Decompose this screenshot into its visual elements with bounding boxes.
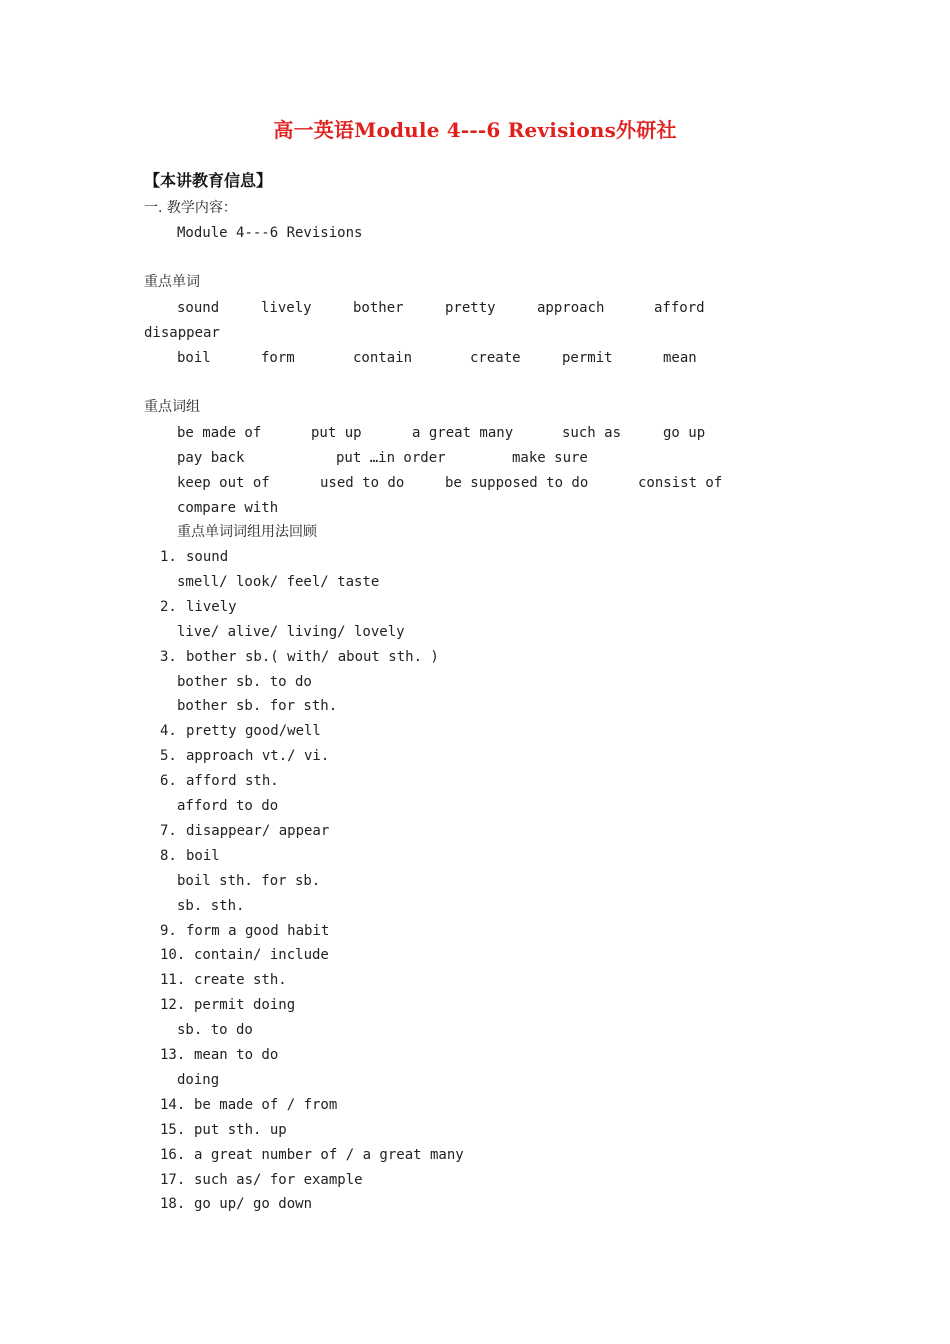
word-item: contain: [353, 350, 413, 366]
review-item-subline: bother sb. for sth.: [177, 698, 338, 715]
review-item-number: 11.: [160, 972, 186, 989]
review-item-text: create sth.: [194, 972, 287, 989]
review-item-text: permit doing: [194, 997, 296, 1014]
review-item-text: afford sth.: [186, 773, 279, 790]
review-item-text: sound: [186, 549, 229, 565]
review-item-number: 9.: [160, 922, 177, 939]
review-item-number: 1.: [160, 549, 177, 565]
phrase-item: put …in order: [336, 450, 446, 466]
word-item-wrapped: disappear: [144, 325, 220, 341]
review-item-number: 18.: [160, 1196, 186, 1213]
key-words-heading: 重点单词: [144, 274, 200, 290]
review-item-text: boil: [186, 847, 220, 864]
review-item-text: form a good habit: [186, 922, 330, 939]
phrase-item: consist of: [638, 475, 723, 491]
review-item-number: 5.: [160, 748, 177, 765]
teaching-topic: Module 4---6 Revisions: [177, 225, 363, 241]
review-item-subline: sb. to do: [177, 1022, 253, 1039]
review-item-number: 7.: [160, 822, 177, 839]
review-item-text: disappear/ appear: [186, 822, 330, 839]
word-item: approach: [537, 300, 605, 316]
review-item-number: 10.: [160, 947, 186, 964]
review-item-text: contain/ include: [194, 947, 329, 964]
review-item-text: be made of / from: [194, 1096, 338, 1113]
phrase-item: a great many: [412, 425, 514, 441]
review-item-subline: live/ alive/ living/ lovely: [177, 623, 405, 640]
phrase-item: put up: [311, 425, 362, 441]
word-item: lively: [261, 300, 312, 316]
review-item-subline: smell/ look/ feel/ taste: [177, 573, 380, 590]
word-item: boil: [177, 350, 211, 366]
word-item: sound: [177, 300, 220, 316]
phrase-item: compare with: [177, 500, 279, 516]
review-item-text: pretty good/well: [186, 723, 321, 740]
key-phrases-heading: 重点词组: [144, 399, 200, 415]
review-item-number: 15.: [160, 1121, 186, 1138]
word-item: permit: [562, 350, 613, 366]
review-item-subline: bother sb. to do: [177, 673, 312, 690]
review-item-text: lively: [186, 598, 237, 615]
review-item-text: such as/ for example: [194, 1171, 363, 1188]
phrase-item: pay back: [177, 450, 245, 466]
word-item: bother: [353, 300, 404, 316]
review-item-number: 2.: [160, 598, 177, 615]
review-item-number: 14.: [160, 1096, 186, 1113]
review-item-number: 3.: [160, 648, 177, 665]
phrase-item: used to do: [320, 475, 405, 491]
review-item-number: 17.: [160, 1171, 186, 1188]
review-item-number: 13.: [160, 1047, 186, 1063]
phrase-item: keep out of: [177, 475, 270, 491]
review-item-number: 4.: [160, 723, 177, 740]
phrase-item: be made of: [177, 425, 262, 441]
phrase-item: go up: [663, 425, 706, 441]
document-title: 高一英语Module 4---6 Revisions外研社: [273, 118, 677, 142]
section-heading: 【本讲教育信息】: [144, 171, 273, 190]
teaching-content-label: 一. 教学内容：: [144, 200, 237, 216]
word-item: form: [261, 350, 295, 366]
word-item: create: [470, 350, 521, 366]
review-item-subline: boil sth. for sb.: [177, 872, 321, 889]
review-item-text: a great number of / a great many: [194, 1146, 464, 1163]
word-item: pretty: [445, 300, 496, 316]
review-item-text: mean to do: [194, 1047, 279, 1063]
phrase-item: such as: [562, 425, 622, 441]
word-item: afford: [654, 300, 705, 316]
phrase-item: make sure: [512, 450, 588, 466]
phrase-item: be supposed to do: [445, 475, 589, 491]
review-item-number: 8.: [160, 847, 177, 864]
review-item-text: put sth. up: [194, 1121, 287, 1138]
word-item: mean: [663, 350, 697, 366]
review-item-subline: doing: [177, 1071, 220, 1088]
review-item-text: approach vt./ vi.: [186, 748, 330, 765]
review-item-subline: afford to do: [177, 798, 279, 814]
review-item-text: bother sb.( with/ about sth. ): [186, 648, 439, 665]
review-item-subline: sb. sth.: [177, 897, 245, 914]
review-item-text: go up/ go down: [194, 1196, 313, 1213]
review-item-number: 16.: [160, 1146, 186, 1163]
review-item-number: 12.: [160, 997, 186, 1014]
review-heading: 重点单词词组用法回顾: [177, 524, 317, 540]
review-item-number: 6.: [160, 773, 177, 790]
